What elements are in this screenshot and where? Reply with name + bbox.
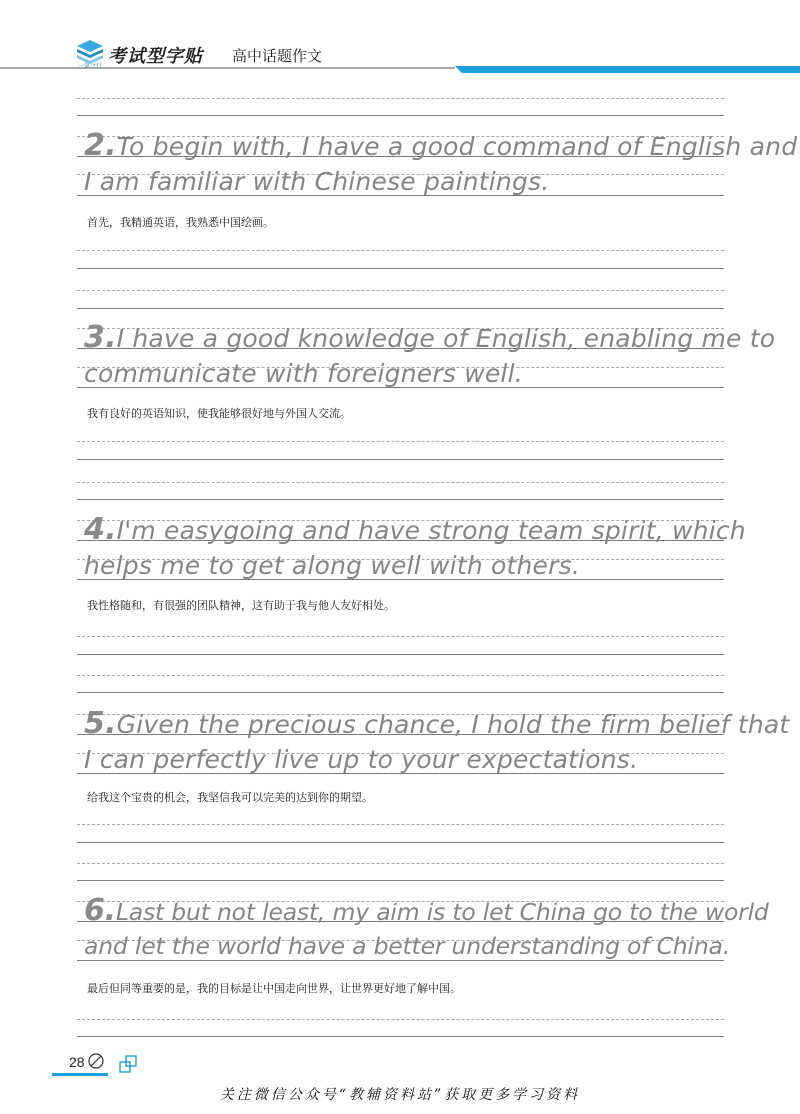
- logo-subtitle: 一笔之行: [78, 63, 103, 70]
- chinese-translation: 我有良好的英语知识，使我能够很好地与外国人交流。: [87, 407, 351, 420]
- tracing-text: helps me to get along well with others.: [84, 551, 580, 580]
- subject-title: 高中话题作文: [232, 47, 323, 65]
- solid-guide-line: [77, 1036, 724, 1037]
- tracing-text: and let the world have a better understanding of China.: [84, 932, 730, 960]
- entry-number: 2.: [84, 128, 117, 163]
- dashed-guide-line: [77, 482, 724, 483]
- tracing-line: [84, 128, 797, 163]
- tracing-text: To begin with, I have a good command of English and: [116, 132, 798, 161]
- tracing-text: I have a good knowledge of English, enabling me to: [116, 324, 776, 353]
- tracing-line: [84, 745, 638, 774]
- solid-guide-line: [77, 499, 724, 500]
- dashed-guide-line: [77, 824, 724, 825]
- tracing-line: [84, 551, 580, 580]
- tracing-line: [84, 320, 775, 355]
- tracing-text: Last but not least, my aim is to let China go to the world: [115, 898, 769, 926]
- tracing-text: Given the precious chance, I hold the firm belief that: [116, 710, 790, 739]
- solid-guide-line: [77, 268, 724, 269]
- dashed-guide-line: [77, 636, 724, 637]
- page-number: 28: [69, 1054, 85, 1070]
- dashed-guide-line: [77, 675, 724, 676]
- tracing-line: [84, 512, 746, 547]
- solid-guide-line: [77, 960, 724, 961]
- tracing-text: communicate with foreigners well.: [84, 359, 523, 388]
- dashed-guide-line: [77, 863, 724, 864]
- entry-number: 6.: [84, 893, 116, 928]
- tracing-text: I'm easygoing and have strong team spirit, which: [116, 516, 746, 545]
- brand-title: 考试型字贴: [108, 46, 203, 67]
- tracing-line: [84, 706, 789, 741]
- solid-guide-line: [77, 842, 724, 843]
- footer-note: 关注微信公众号“教辅资料站”获取更多学习资料: [219, 1087, 581, 1103]
- chinese-translation: 给我这个宝贵的机会，我坚信我可以完美的达到你的期望。: [87, 791, 373, 804]
- dashed-guide-line: [77, 1019, 724, 1020]
- entry-number: 3.: [84, 320, 117, 355]
- entry-number: 4.: [84, 512, 117, 547]
- tracing-line: [84, 932, 730, 960]
- chinese-translation: 首先，我精通英语，我熟悉中国绘画。: [87, 216, 274, 229]
- layered-squares-icon: [118, 1052, 140, 1076]
- dashed-guide-line: [77, 98, 724, 99]
- tracing-line: [84, 167, 549, 196]
- tracing-line: [84, 893, 769, 928]
- chinese-translation: 最后但同等重要的是，我的目标是让中国走向世界，让世界更好地了解中国。: [87, 982, 461, 995]
- entry-number: 5.: [84, 706, 117, 741]
- page-number-underline: [52, 1072, 108, 1078]
- solid-guide-line: [77, 459, 724, 460]
- solid-guide-line: [77, 308, 724, 309]
- solid-guide-line: [77, 880, 724, 881]
- tracing-text: I can perfectly live up to your expectations.: [84, 745, 639, 774]
- chinese-translation: 我性格随和，有很强的团队精神，这有助于我与他人友好相处。: [87, 599, 395, 612]
- tracing-line: [84, 359, 523, 388]
- dashed-guide-line: [77, 250, 724, 251]
- dashed-guide-line: [77, 290, 724, 291]
- tracing-text: I am familiar with Chinese paintings.: [84, 167, 550, 196]
- solid-guide-line: [77, 115, 724, 116]
- pen-nib-icon: [87, 1052, 105, 1070]
- solid-guide-line: [77, 692, 724, 693]
- solid-guide-line: [77, 654, 724, 655]
- dashed-guide-line: [77, 441, 724, 442]
